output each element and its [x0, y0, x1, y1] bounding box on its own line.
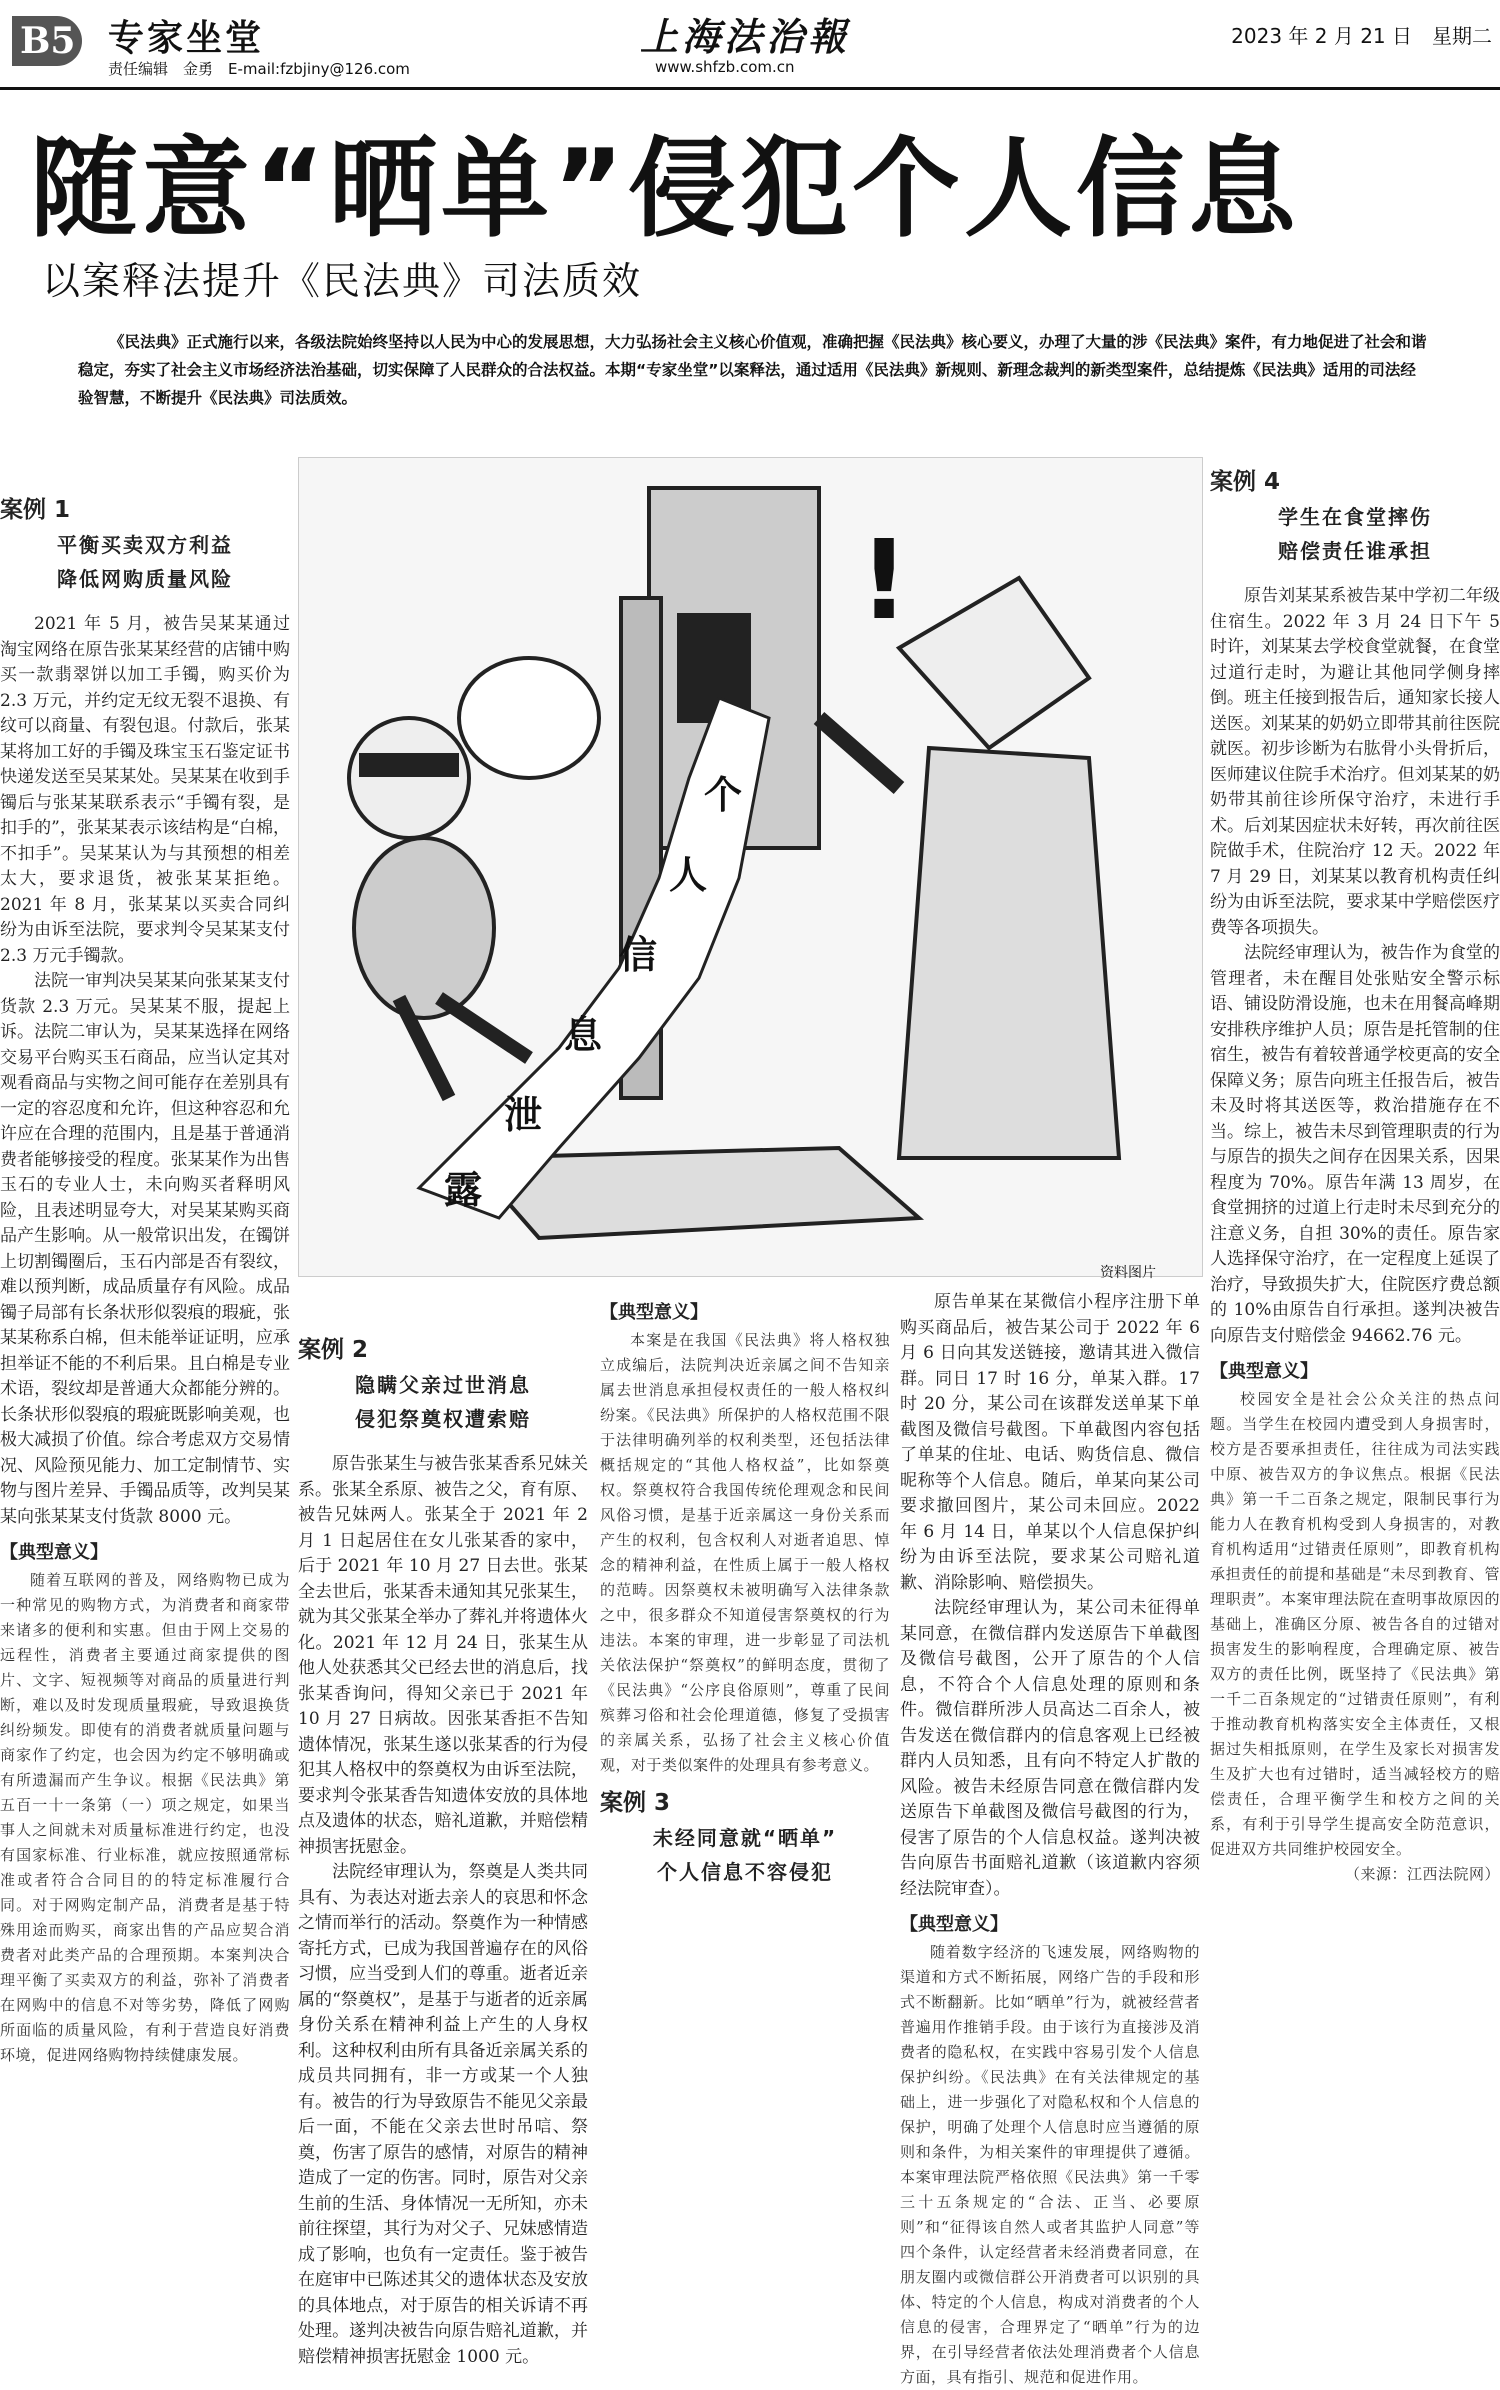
slip-char: 息	[564, 1013, 603, 1057]
case-3-label: 案例 3	[600, 1790, 671, 1816]
page-number-badge: B5	[12, 16, 82, 66]
case-1-subtitle-1: 平衡买卖双方利益	[57, 533, 233, 557]
case-4-subtitle-1: 学生在食堂摔伤	[1278, 505, 1432, 529]
page-header	[0, 0, 1500, 90]
case-1-paragraph-1: 2021 年 5 月，被告吴某某通过淘宝网络在原告张某某经营的店铺中购买一款翡翠饼以加工手镯，购买价为 2.3 万元，并约定无纹无裂不退换、有纹可以商量、有裂包退。付款后，张某某将加工好的手镯及珠宝玉石鉴定证书快递发送至吴某某处。吴某某在收到手镯后与张某某联系表示“手镯有裂，是扣手的”，张某某表示该结构是“白棉，不扣手”。吴某某认为与其预想的相差太大，要求退货，被张某某拒绝。2021 年 8 月，张某某以买卖合同纠纷为由诉至法院，要求判令吴某某支付 2.3 万元手镯款。	[0, 614, 290, 966]
case-4-meaning-text: 校园安全是社会公众关注的热点问题。当学生在校园内遭受到人身损害时，校方是否要承担责任，往往成为司法实践中原、被告双方的争议焦点。根据《民法典》第一千二百条之规定，限制民事行为能力人在教育机构受到人身损害的，对教育机构适用“过错责任原则”，即教育机构承担责任的前提和基础是“未尽到教育、管理职责”。本案审理法院在查明事故原因的基础上，准确区分原、被告各自的过错对损害发生的影响程度，合理确定原、被告双方的责任比例，既坚持了《民法典》第一千二百条规定的“过错责任原则”，有利于推动教育机构落实安全主体责任，又根据过失相抵原则，在学生及家长对损害发生及扩大也有过错时，适当减轻校方的赔偿责任，合理平衡学生和校方之间的关系，有利于引导学生提高安全防范意识，促进双方共同维护校园安全。	[1210, 1390, 1500, 1858]
article-title: 随意“晒单”侵犯个人信息	[30, 127, 1300, 252]
slip-char: 露	[444, 1168, 483, 1212]
thief-body	[354, 838, 494, 1018]
money-bag	[459, 658, 599, 778]
article-source: （来源：江西法院网）	[1344, 1865, 1500, 1883]
case-2-label: 案例 2	[298, 1337, 369, 1363]
column-case-1	[0, 485, 290, 2229]
case-1-paragraph-2: 法院一审判决吴某某向张某某支付货款 2.3 万元。吴某某不服，提起上诉。法院二审认为，吴某某选择在网络交易平台购买玉石商品，应当认定其对观看商品与实物之间可能存在差别具有一定的容忍度和允许，但这种容忍和允许应在合理的范围内，且是基于普通消费者能够接受的程度。张某某作为出售玉石的专业人士，未向购买者释明风险，且表述明显夸大，对吴某某购买商品产生影响。从一般常识出发，在镯饼上切割镯圈后，玉石内部是否有裂纹，难以预判断，成品质量存有风险。成品镯子局部有长条状形似裂痕的瑕疵，张某某称系白棉，但未能举证证明，应承担举证不能的不利后果。且白棉是专业术语，裂纹却是普通大众都能分辨的。长条状形似裂痕的瑕疵既影响美观，也极大减损了价值。综合考虑双方交易情况、风险预见能力、加工定制情节、实物与图片差异、手镯品质等，改判吴某某向张某某支付货款 8000 元。	[0, 971, 290, 1527]
slip-char: 泄	[504, 1093, 543, 1137]
exclamation-mark: !	[859, 516, 910, 644]
case-2-subtitle-1: 隐瞒父亲过世消息	[355, 1373, 531, 1397]
newspaper-masthead: 上海法治報	[640, 14, 851, 59]
case-4-meaning-label: 【典型意义】	[1210, 1361, 1318, 1382]
case-3-meaning-label: 【典型意义】	[900, 1914, 1008, 1935]
victim-arm	[819, 718, 899, 788]
header-divider	[0, 87, 1500, 90]
issue-date: 2023 年 2 月 21 日 星期二	[1231, 24, 1492, 48]
case-2-meaning-label: 【典型意义】	[600, 1302, 708, 1323]
case-3-subtitle-1: 未经同意就“晒单”	[652, 1826, 838, 1850]
column-case-2	[298, 1325, 588, 2367]
illustration-caption: 资料图片	[1100, 1265, 1156, 1281]
slip-char: 个	[704, 773, 743, 817]
website-link[interactable]: www.shfzb.com.cn	[655, 58, 795, 76]
editor-line: 责任编辑 金勇 E-mail:fzbjiny@126.com	[108, 60, 410, 78]
article-subtitle: 以案释法提升《民法典》司法质效	[42, 259, 643, 303]
column-case-3	[900, 1290, 1200, 2386]
case-1-subtitle-2: 降低网购质量风险	[57, 567, 233, 591]
case-4-subtitle-2: 赔偿责任谁承担	[1278, 539, 1432, 563]
cartoon-illustration	[298, 457, 1203, 1277]
case-3-paragraph-2: 法院经审理认为，某公司未征得单某同意，在微信群内发送原告下单截图及微信号截图，公开了原告的个人信息，不符合个人信息处理的原则和条件。微信群所涉人员高达二百余人，被告发送在微信群内的信息客观上已经被群内人员知悉，且有向不特定人扩散的风险。被告未经原告同意在微信群内发送原告下单截图及微信号截图的行为，侵害了原告的个人信息权益。遂判决被告向原告书面赔礼道歉（该道歉内容须经法院审查）。	[900, 1598, 1200, 1899]
slip-char: 信	[619, 933, 658, 977]
case-2-paragraph-1: 原告张某生与被告张某香系兄妹关系。张某全系原、被告之父，育有原、被告兄妹两人。张某全于 2021 年 2 月 1 日起居住在女儿张某香的家中，后于 2021 年 10 月 27 日去世。张某全去世后，张某香未通知其兄张某生，就为其父张某全举办了葬礼并将遗体火化。2021 年 12 月 24 日，张某生从他人处获悉其父已经去世的消息后，找张某香询问，得知父亲已于 2021 年 10 月 27 日病故。因张某香拒不告知遗体情况，张某生遂以张某香的行为侵犯其人格权中的祭奠权为由诉至法院，要求判令张某香告知遗体安放的具体地点及遗体的状态，赔礼道歉，并赔偿精神损害抚慰金。	[298, 1454, 588, 1857]
case-4-label: 案例 4	[1210, 469, 1281, 495]
illustration-svg	[299, 458, 1204, 1278]
case-3-paragraph-1: 原告单某在某微信小程序注册下单购买商品后，被告某公司于 2022 年 6 月 6 日向其发送链接，邀请其进入微信群。同日 17 时 16 分，单某入群。17 时 20 分，某公司在该群发送单某下单截图及微信号截图。下单截图内容包括了单某的住址、电话、购货信息、微信昵称等个人信息。随后，单某向某公司要求撤回图片，某公司未回应。2022 年 6 月 14 日，单某以个人信息保护纠纷为由诉至法院，要求某公司赔礼道歉、消除影响、赔偿损失。	[900, 1292, 1200, 1593]
case-1-label: 案例 1	[0, 497, 71, 523]
article-intro: 《民法典》正式施行以来，各级法院始终坚持以人民为中心的发展思想，大力弘扬社会主义核心价值观，准确把握《民法典》核心要义，办理了大量的涉《民法典》案件，有力地促进了社会和谐稳定，夯实了社会主义市场经济法治基础，切实保障了人民群众的合法权益。本期“专家坐堂”以案释法，通过适用《民法典》新规则、新理念裁判的新类型案件，总结提炼《民法典》适用的司法经验智慧，不断提升《民法典》司法质效。	[78, 333, 1427, 407]
slip-char: 人	[669, 853, 708, 897]
case-3-subtitle-2: 个人信息不容侵犯	[657, 1860, 833, 1884]
case-2-subtitle-2: 侵犯祭奠权遭索赔	[355, 1407, 531, 1431]
column-case-2-meaning	[600, 1290, 890, 2229]
case-2-paragraph-2: 法院经审理认为，祭奠是人类共同具有、为表达对逝去亲人的哀思和怀念之情而举行的活动。祭奠作为一种情感寄托方式，已成为我国普遍存在的风俗习惯，应当受到人们的尊重。逝者近亲属的“祭奠权”，是基于与逝者的近亲属身份关系在精神利益上产生的人身权利。这种权利由所有具备近亲属关系的成员共同拥有，非一方或某一个人独有。被告的行为导致原告不能见父亲最后一面，不能在父亲去世时吊唁、祭奠，伤害了原告的感情，对原告的精神造成了一定的伤害。同时，原告对父亲生前的生活、身体情况一无所知，亦未前往探望，其行为对父子、兄妹感情造成了影响，也负有一定责任。鉴于被告在庭审中已陈述其父的遗体状态及安放的具体地点，对于原告的相关诉请不再处理。遂判决被告向原告赔礼道歉，并赔偿精神损害抚慰金 1000 元。	[298, 1862, 588, 2367]
victim-body	[899, 748, 1119, 1158]
section-title: 专家坐堂	[108, 18, 265, 59]
thief-mask	[359, 753, 459, 777]
case-3-meaning-text: 随着数字经济的飞速发展，网络购物的渠道和方式不断拓展，网络广告的手段和形式不断翻新。比如“晒单”行为，就被经营者普遍用作推销手段。由于该行为直接涉及消费者的隐私权，在实践中容易引发个人信息保护纠纷。《民法典》在有关法律规定的基础上，进一步强化了对隐私权和个人信息的保护，明确了处理个人信息时应当遵循的原则和条件，为相关案件的审理提供了遵循。本案审理法院严格依照《民法典》第一千零三十五条规定的“合法、正当、必要原则”和“征得该自然人或者其监护人同意”等四个条件，认定经营者未经消费者同意，在朋友圈内或微信群公开消费者可以识别的具体、特定的个人信息，构成对消费者的个人信息的侵害，合理界定了“晒单”行为的边界，在引导经营者依法处理消费者个人信息方面，具有指引、规范和促进作用。	[900, 1943, 1200, 2386]
case-4-paragraph-2: 法院经审理认为，被告作为食堂的管理者，未在醒目处张贴安全警示标语、铺设防滑设施，也未在用餐高峰期安排秩序维护人员；原告是托管制的住宿生，被告有着较普通学校更高的安全保障义务；原告向班主任报告后，被告未及时将其送医等，救治措施存在不当。综上，被告未尽到管理职责的行为与原告的损失之间存在因果关系，因果程度为 70%。原告年满 13 周岁，在食堂拥挤的过道上行走时未尽到充分的注意义务，自担 30%的责任。原告家人选择保守治疗，在一定程度上延误了治疗，导致损失扩大，住院医疗费总额的 10%由原告自行承担。遂判决被告向原告支付赔偿金 94662.76 元。	[1210, 943, 1500, 1346]
thief-head	[349, 718, 469, 838]
case-2-meaning-text: 本案是在我国《民法典》将人格权独立成编后，法院判决近亲属之间不告知亲属去世消息承担侵权责任的一般人格权纠纷案。《民法典》所保护的人格权范围不限于法律明确列举的权利类型，还包括法律概括规定的“其他人格权益”，比如祭奠权。祭奠权符合我国传统伦理观念和民间风俗习惯，是基于近亲属这一身份关系而产生的权利，包含权利人对逝者追思、悼念的精神利益，在性质上属于一般人格权的范畴。因祭奠权未被明确写入法律条款之中，很多群众不知道侵害祭奠权的行为违法。本案的审理，进一步彰显了司法机关依法保护“祭奠权”的鲜明态度，贯彻了《民法典》“公序良俗原则”，尊重了民间殡葬习俗和社会伦理道德，修复了受损害的亲属关系，弘扬了社会主义核心价值观，对于类似案件的处理具有参考意义。	[600, 1331, 890, 1774]
case-4-paragraph-1: 原告刘某某系被告某中学初二年级住宿生。2022 年 3 月 24 日下午 5 时许，刘某某去学校食堂就餐，在食堂过道行走时，为避让其他同学侧身摔倒。班主任接到报告后，通知家长接人送医。刘某某的奶奶立即带其前往医院就医。初步诊断为右肱骨小头骨折后，医师建议住院手术治疗。但刘某某的奶奶带其前往诊所保守治疗，未进行手术。后刘某因症状未好转，再次前往医院做手术，住院治疗 12 天。2022 年 7 月 29 日，刘某某以教育机构责任纠纷为由诉至法院，要求某中学赔偿医疗费等各项损失。	[1210, 586, 1500, 938]
case-1-meaning-text: 随着互联网的普及，网络购物已成为一种常见的购物方式，为消费者和商家带来诸多的便利和实惠。但由于网上交易的远程性，消费者主要通过商家提供的图片、文字、短视频等对商品的质量进行判断，难以及时发现质量瑕疵，导致退换货纠纷频发。即使有的消费者就质量问题与商家作了约定，也会因为约定不够明确或有所遗漏而产生争议。根据《民法典》第五百一十一条第（一）项之规定，如果当事人之间就未对质量标准进行约定，也没有国家标准、行业标准，就应按照通常标准或者符合合同目的的特定标准履行合同。对于网购定制产品，消费者是基于特殊用途而购买，商家出售的产品应契合消费者对此类产品的合理预期。本案判决合理平衡了买卖双方的利益，弥补了消费者在网购中的信息不对等劣势，降低了网购所面临的质量风险，有利于营造良好消费环境，促进网络购物持续健康发展。	[0, 1571, 290, 2064]
case-1-meaning-label: 【典型意义】	[0, 1542, 108, 1563]
column-case-4	[1210, 457, 1500, 2229]
victim-head	[899, 578, 1089, 748]
